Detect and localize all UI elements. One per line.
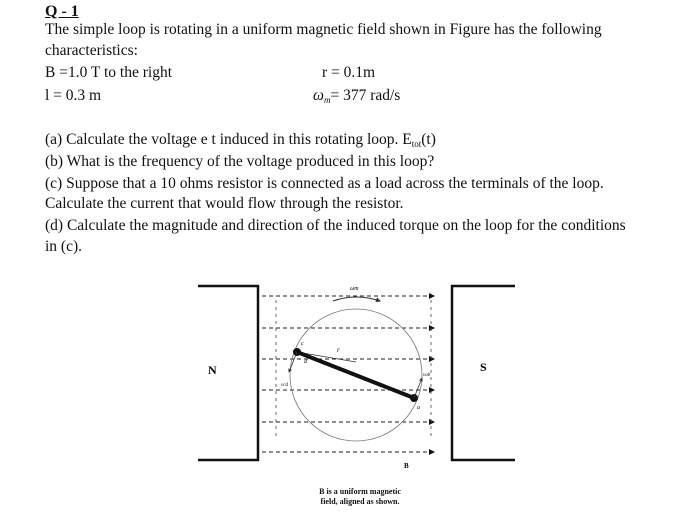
vertical-guides: [276, 300, 431, 440]
north-pole: [198, 286, 258, 460]
param-r: r = 0.1m: [322, 64, 376, 81]
part-c-line-1: (c) Suppose that a 10 ohms resistor is connected as a load across the terminals of the loop.: [45, 175, 604, 192]
param-b: B =1.0 T to the right: [45, 64, 173, 81]
question-title: Q - 1: [45, 3, 79, 20]
omega-value: = 377 rad/s: [330, 87, 401, 104]
part-d-line-1: (d) Calculate the magnitude and direction of the induced torque on the loop for the conditions: [45, 217, 626, 234]
vcd-label: vcd: [281, 383, 288, 388]
rotation-arrow: [333, 297, 380, 301]
figure-caption-line-2: field, aligned as shown.: [320, 497, 400, 506]
part-b: (b) What is the frequency of the voltage produced in this loop?: [45, 153, 435, 170]
omega-symbol: ω: [313, 87, 324, 104]
part-a-text: (a) Calculate the voltage e t induced in this rotating loop. E: [45, 131, 412, 148]
omega-label: ωm: [350, 286, 359, 292]
part-d-line-2: in (c).: [45, 238, 83, 255]
param-l: l = 0.3 m: [45, 87, 102, 104]
part-a-subscript: tot: [411, 139, 422, 149]
a-label: a: [417, 405, 420, 411]
south-label: S: [480, 360, 487, 374]
intro-line-2: characteristics:: [45, 42, 138, 59]
vab-label: vab: [423, 373, 431, 378]
part-c-line-2: Calculate the current that would flow through the resistor.: [45, 195, 404, 212]
north-label: N: [208, 363, 217, 377]
b-label: B: [404, 462, 409, 470]
omega-subscript: m: [323, 95, 331, 105]
part-a-suffix: (t): [421, 131, 436, 148]
r-label: r: [337, 346, 340, 354]
c-label: c: [301, 341, 304, 347]
intro-line-1: The simple loop is rotating in a uniform magnetic field shown in Figure has the following: [45, 21, 602, 38]
d-label: d: [304, 359, 307, 365]
figure-caption-line-1: B is a uniform magnetic: [319, 487, 401, 496]
